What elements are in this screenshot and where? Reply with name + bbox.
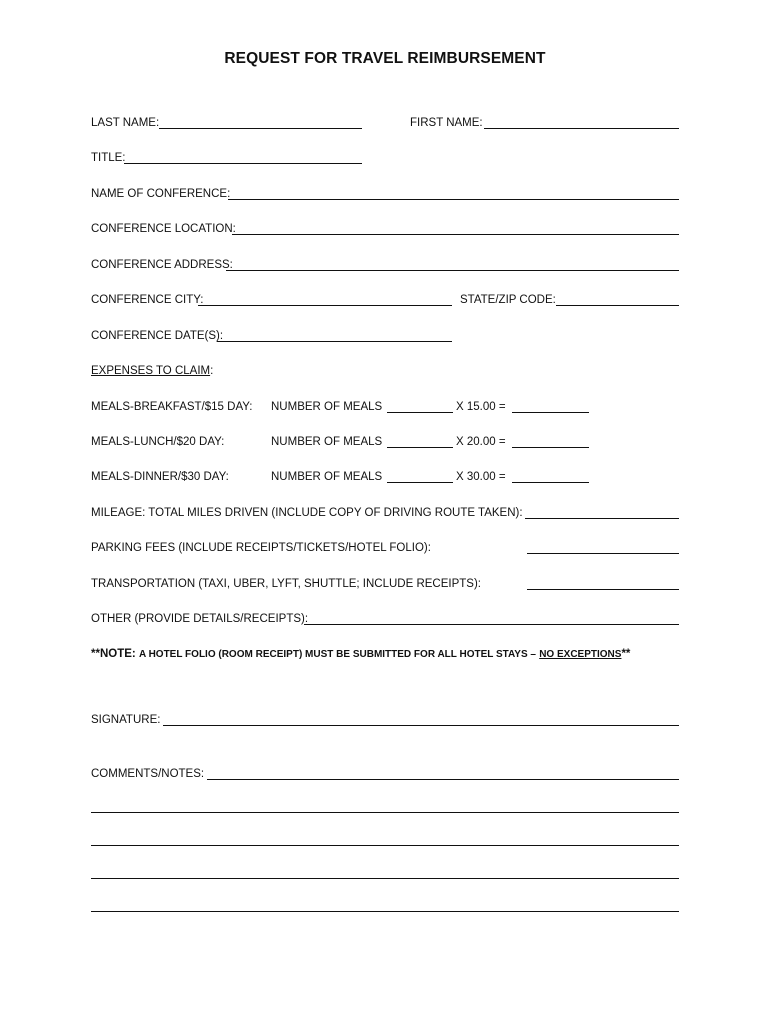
- transportation-label: TRANSPORTATION (TAXI, UBER, LYFT, SHUTTLE; INCLUDE RECEIPTS):: [91, 578, 481, 590]
- conference-dates-field[interactable]: [217, 328, 452, 342]
- conference-address-field[interactable]: [226, 257, 679, 271]
- signature-field[interactable]: [163, 712, 679, 726]
- signature-label: SIGNATURE:: [91, 714, 161, 726]
- dinner-count-field[interactable]: [387, 469, 453, 483]
- meal-count-label: NUMBER OF MEALS: [271, 471, 383, 483]
- mileage-label: MILEAGE: TOTAL MILES DRIVEN (INCLUDE COPY OF DRIVING ROUTE TAKEN):: [91, 507, 523, 519]
- comments-line[interactable]: [91, 812, 679, 813]
- comments-line[interactable]: [91, 911, 679, 912]
- comments-label: COMMENTS/NOTES:: [91, 768, 205, 780]
- conference-address-label: CONFERENCE ADDRESS:: [91, 259, 233, 271]
- state-zip-field[interactable]: [556, 292, 679, 306]
- meal-rate-label: X 15.00 =: [456, 401, 506, 413]
- first-name-label: FIRST NAME:: [410, 117, 483, 129]
- meal-label: MEALS-LUNCH/$20 DAY:: [91, 436, 225, 448]
- meal-rate-label: X 30.00 =: [456, 471, 506, 483]
- conference-name-label: NAME OF CONFERENCE:: [91, 188, 231, 200]
- breakfast-count-field[interactable]: [387, 399, 453, 413]
- other-field[interactable]: [304, 611, 679, 625]
- lunch-count-field[interactable]: [387, 434, 453, 448]
- conference-location-label: CONFERENCE LOCATION:: [91, 223, 236, 235]
- comments-line[interactable]: [91, 878, 679, 879]
- mileage-field[interactable]: [525, 505, 679, 519]
- form-title: REQUEST FOR TRAVEL REIMBURSEMENT: [224, 50, 546, 67]
- meal-count-label: NUMBER OF MEALS: [271, 436, 383, 448]
- meal-count-label: NUMBER OF MEALS: [271, 401, 383, 413]
- expenses-heading: EXPENSES TO CLAIM:: [91, 365, 214, 377]
- meal-label: MEALS-BREAKFAST/$15 DAY:: [91, 401, 253, 413]
- last-name-label: LAST NAME:: [91, 117, 160, 129]
- comments-field[interactable]: [207, 766, 679, 780]
- comments-line[interactable]: [91, 845, 679, 846]
- last-name-field[interactable]: [159, 115, 362, 129]
- state-zip-label: STATE/ZIP CODE:: [460, 294, 556, 306]
- meal-label: MEALS-DINNER/$30 DAY:: [91, 471, 229, 483]
- conference-name-field[interactable]: [228, 186, 679, 200]
- lunch-total-field[interactable]: [512, 434, 589, 448]
- other-label: OTHER (PROVIDE DETAILS/RECEIPTS):: [91, 613, 309, 625]
- first-name-field[interactable]: [484, 115, 679, 129]
- parking-field[interactable]: [527, 540, 679, 554]
- title-field[interactable]: [124, 150, 362, 164]
- hotel-folio-note: **NOTE: A HOTEL FOLIO (ROOM RECEIPT) MUST BE SUBMITTED FOR ALL HOTEL STAYS – NO EXCEPTIONS**: [91, 648, 631, 660]
- title-label: TITLE:: [91, 152, 126, 164]
- conference-location-field[interactable]: [232, 221, 679, 235]
- parking-label: PARKING FEES (INCLUDE RECEIPTS/TICKETS/HOTEL FOLIO):: [91, 542, 431, 554]
- conference-dates-label: CONFERENCE DATE(S):: [91, 330, 224, 342]
- dinner-total-field[interactable]: [512, 469, 589, 483]
- meal-rate-label: X 20.00 =: [456, 436, 506, 448]
- conference-city-label: CONFERENCE CITY:: [91, 294, 204, 306]
- conference-city-field[interactable]: [198, 292, 452, 306]
- breakfast-total-field[interactable]: [512, 399, 589, 413]
- transportation-field[interactable]: [527, 576, 679, 590]
